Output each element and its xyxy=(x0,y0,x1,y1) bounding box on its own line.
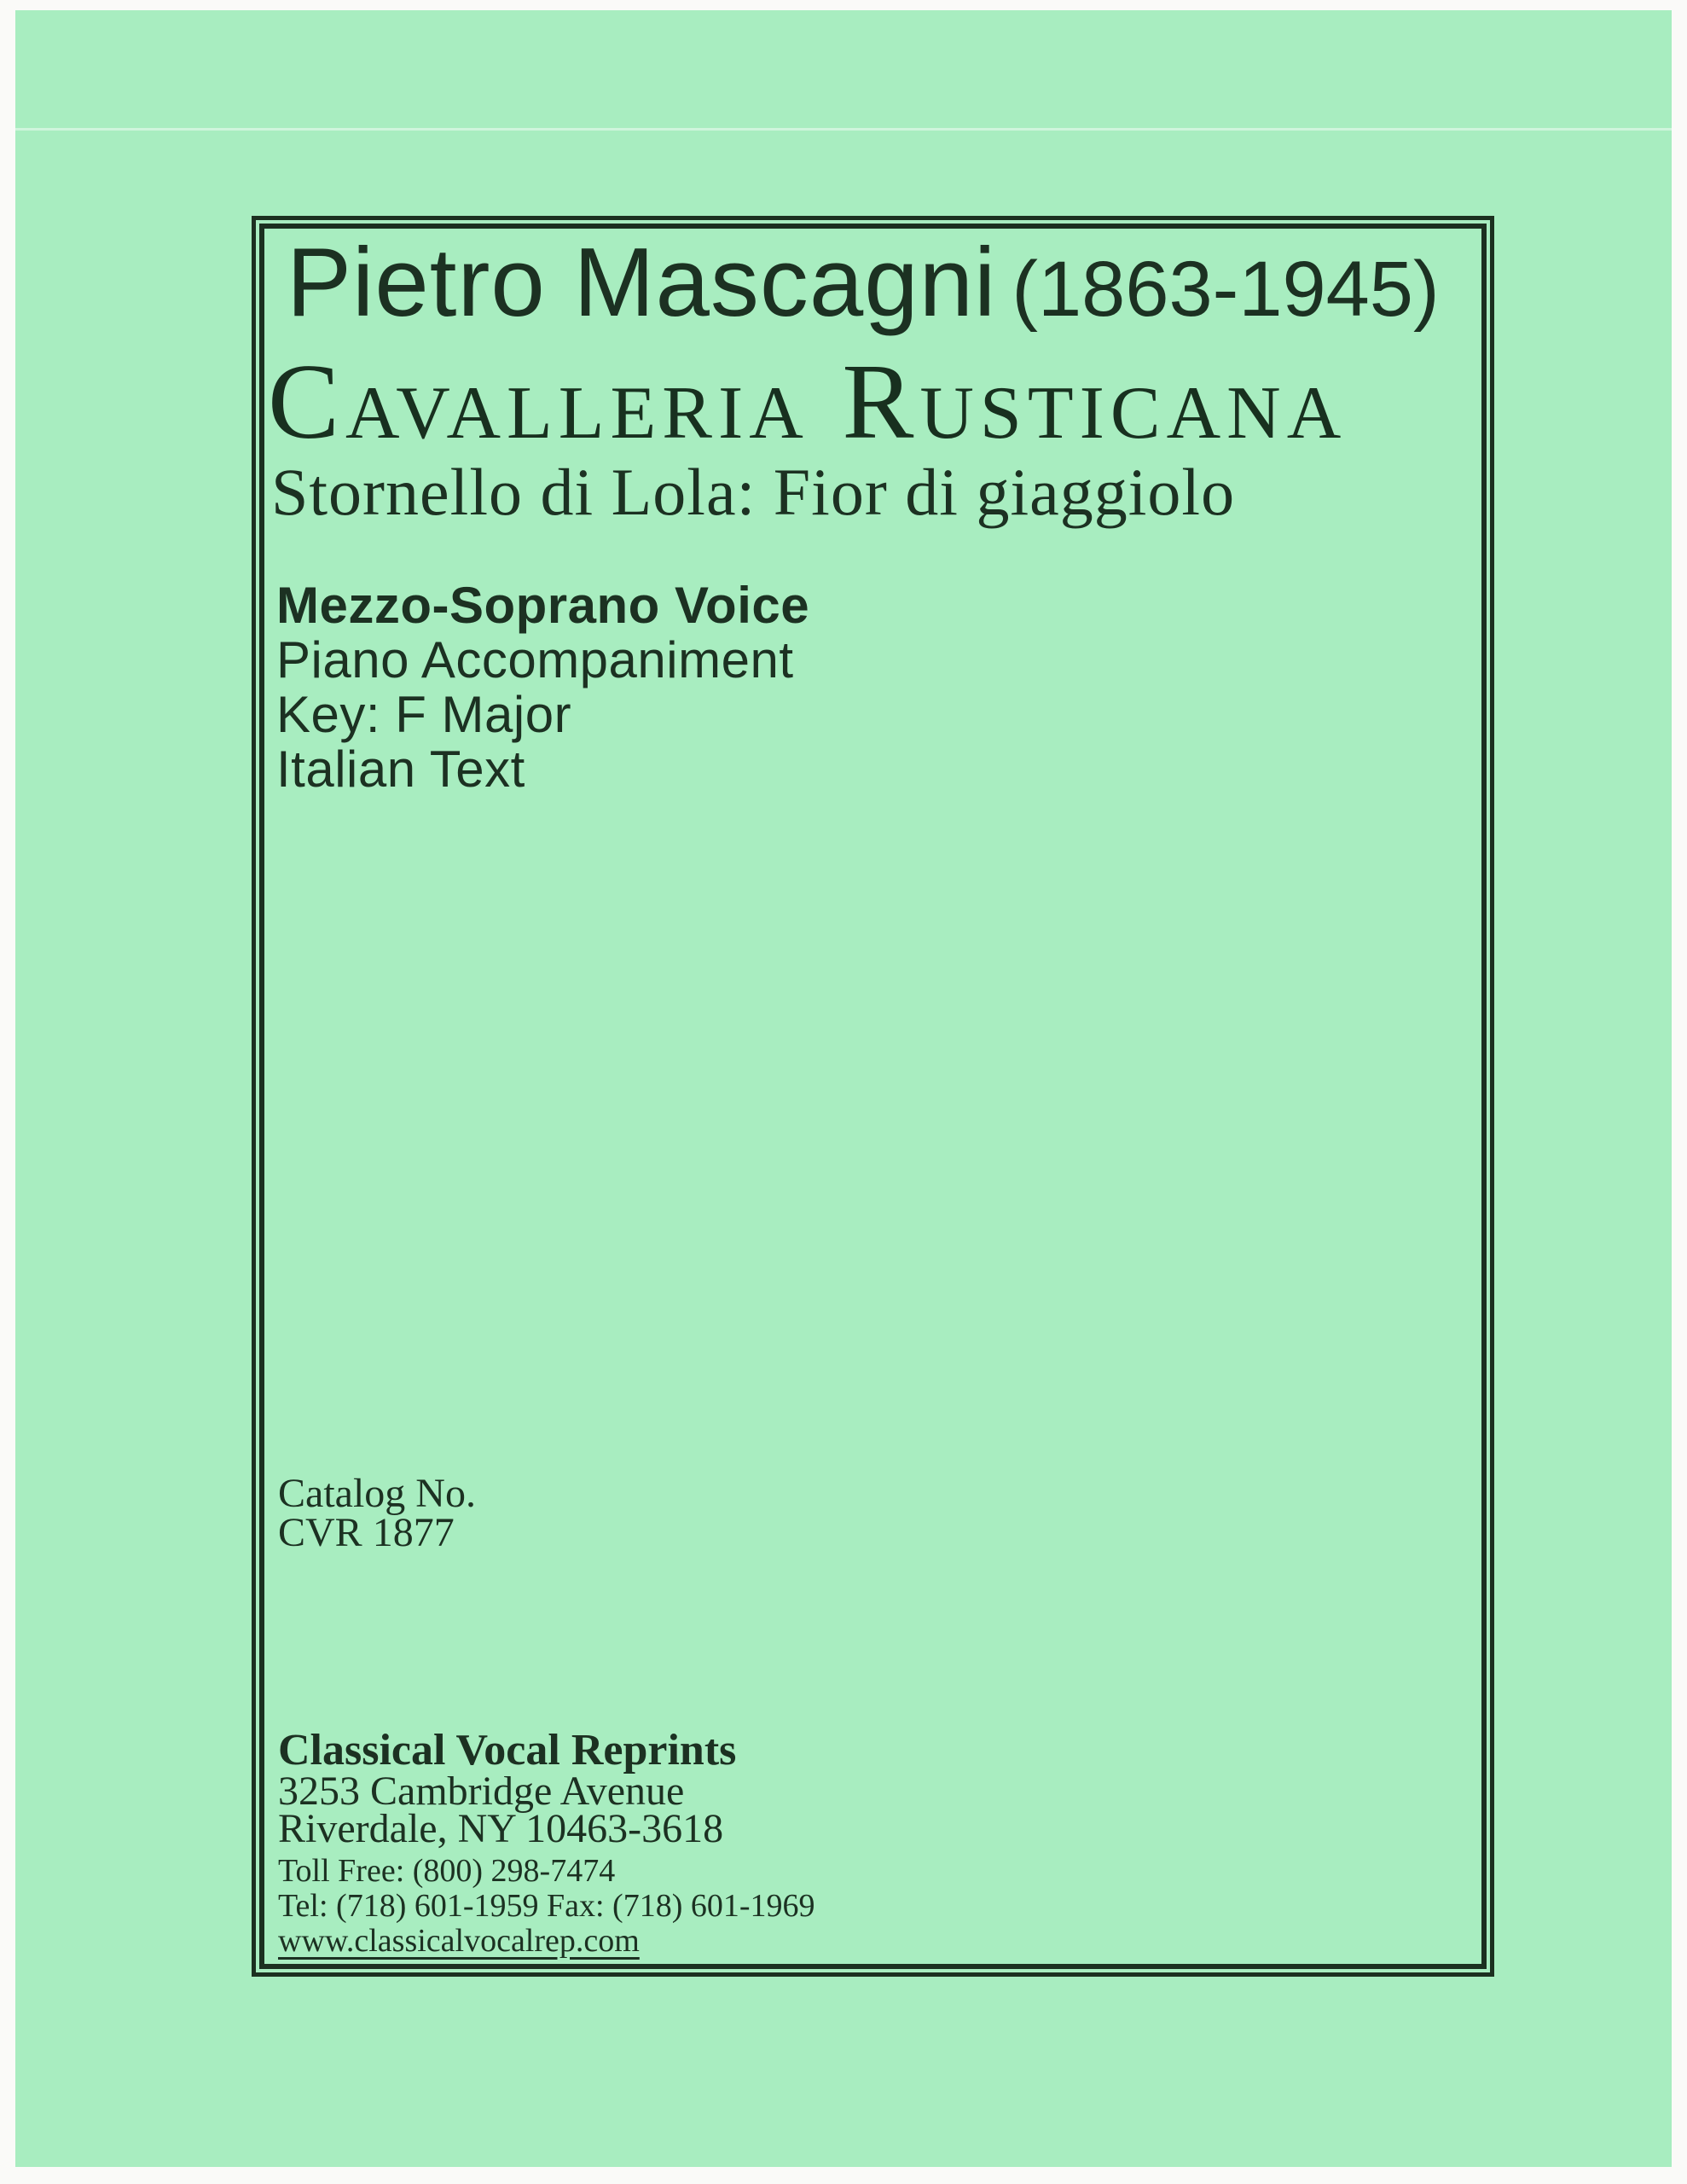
work-subtitle: Stornello di Lola: Fior di giaggiolo xyxy=(271,455,1236,529)
voice-type-line: Mezzo-Soprano Voice xyxy=(276,577,810,634)
publisher-tollfree: Toll Free: (800) 298-7474 xyxy=(278,1853,616,1889)
publisher-name: Classical Vocal Reprints xyxy=(278,1726,737,1774)
publisher-block xyxy=(278,1728,815,1959)
composer-dates: (1863-1945) xyxy=(1012,246,1440,333)
composer-name: Pietro Mascagni xyxy=(287,229,997,337)
publisher-website: www.classicalvocalrep.com xyxy=(278,1923,640,1959)
scanned-paper xyxy=(15,10,1672,2167)
catalog-number: CVR 1877 xyxy=(278,1510,455,1555)
publisher-tel-fax: Tel: (718) 601-1959 Fax: (718) 601-1969 xyxy=(278,1888,815,1924)
accompaniment-line: Piano Accompaniment xyxy=(276,631,794,688)
cover-frame-inner-rule xyxy=(259,224,1487,1969)
publisher-address-line2: Riverdale, NY 10463-3618 xyxy=(278,1806,724,1851)
catalog-block xyxy=(278,1471,476,1555)
language-line: Italian Text xyxy=(276,741,525,798)
scan-artifact-band xyxy=(15,128,1672,131)
catalog-label: Catalog No. xyxy=(278,1471,476,1516)
publisher-address-line1: 3253 Cambridge Avenue xyxy=(278,1769,685,1814)
edition-details xyxy=(276,578,809,797)
work-title: Cavalleria Rusticana xyxy=(268,343,1348,462)
key-line: Key: F Major xyxy=(276,686,572,743)
composer-line xyxy=(287,230,1440,335)
cover-frame xyxy=(252,216,1494,1977)
